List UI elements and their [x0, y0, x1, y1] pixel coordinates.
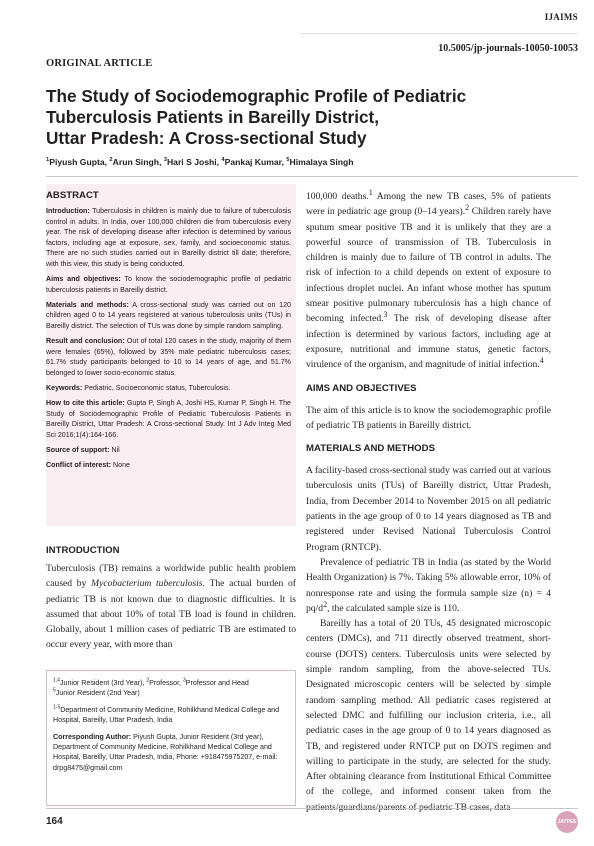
title-line: Tuberculosis Patients in Bareilly District,	[46, 107, 380, 127]
body-text: The risk of developing disease after infection is determined by various factors, including age at exposure, nutritional and immune status, genetic factors, virulence of the organism, and magnitude of initial infection.	[306, 313, 551, 371]
author-name: Himalaya Singh	[289, 157, 354, 167]
page-number: 164	[46, 816, 63, 827]
header-divider	[300, 33, 578, 34]
abstract-text: Tuberculosis in children is mainly due to failure of tuberculosis control in adults. In India, over 100,000 children die from tuberculosis every year. The risk of developing disease after infection is determined by various factors, including age at exposure, sex, family, and socioeconomic status. There are no such studies carried out in Bareilly district till date; therefore, with this view, this study is being conducted.	[46, 207, 292, 268]
abstract-text: Out of total 120 cases in the study, majority of them were females (65%), followed by 35% male pediatric tuberculosis cases; 61.7% study participants belonged to 10 to 14 years of age, and 51.7% belonged to lower socio-economic status.	[46, 337, 291, 377]
abstract-paragraph	[46, 398, 291, 440]
introduction-body	[46, 561, 296, 653]
author-sup: 4	[221, 157, 225, 164]
aims-paragraph: The aim of this article is to know the sociodemographic profile of pediatric TB patients in Bareilly district.	[306, 404, 551, 431]
abstract-paragraph	[46, 460, 291, 471]
affil-sup: 1-5	[53, 704, 61, 711]
abstract-box	[46, 184, 296, 526]
introduction-paragraph	[46, 561, 296, 653]
abstract-text: None	[113, 460, 130, 469]
abstract-label: Introduction:	[46, 207, 90, 215]
journal-name: IJAIMS	[544, 12, 578, 22]
abstract-content	[46, 190, 291, 475]
affil-sup: 1,4	[53, 677, 60, 684]
affiliation-department	[53, 705, 289, 726]
methods-heading: MATERIALS AND METHODS	[306, 443, 435, 455]
article-type: ORIGINAL ARTICLE	[46, 58, 153, 69]
publisher-logo	[556, 811, 578, 833]
affil-role: Junior Resident (2nd Year)	[55, 689, 140, 698]
abstract-text: To know the sociodemographic profile of pediatric tuberculosis patients in Bareilly district.	[46, 275, 291, 294]
abstract-text: Gupta P, Singh A, Joshi HS, Kumar P, Singh H. The Study of Sociodemographic Profile of Pediatric Tuberculosis Patients in Bareilly District, Uttar Pradesh: A Cross-sectional Study. Int J Adv Integ Med Sci 2016;1(4):164-166.	[46, 399, 291, 439]
affil-sup: 5	[53, 688, 56, 695]
abstract-paragraph	[46, 300, 291, 332]
abstract-text: Nil	[111, 445, 120, 454]
abstract-paragraph	[46, 206, 291, 270]
species-name: Mycobacterium tuberculosis	[91, 578, 203, 590]
body-text: Tuberculosis (TB) remains a worldwide public health problem caused by	[46, 563, 296, 590]
author-name: Hari S Joshi	[166, 157, 217, 167]
body-text: 100,000 deaths.	[306, 191, 369, 202]
abstract-label: Materials and methods:	[46, 300, 129, 309]
author-sup: 5	[286, 157, 290, 164]
affil-dept: Department of Community Medicine, Rohilkhand Medical College and Hospital, Bareilly, Uttar Pradesh, India	[53, 705, 280, 725]
formula-sup: 2	[323, 599, 328, 609]
author-name: Pankaj Kumar	[224, 157, 282, 167]
methods-paragraph	[306, 555, 551, 616]
author-sup: 1	[46, 157, 50, 164]
abstract-label: Aims and objectives:	[46, 275, 121, 284]
title-line: The Study of Sociodemographic Profile of Pediatric	[46, 86, 467, 106]
citation-ref[interactable]: 4	[539, 356, 544, 366]
citation-ref[interactable]: 3	[383, 310, 388, 320]
title-divider	[46, 176, 578, 177]
corresponding-author	[53, 732, 289, 774]
doi[interactable]: 10.5005/jp-journals-10050-10053	[438, 43, 578, 54]
introduction-heading: INTRODUCTION	[46, 545, 120, 556]
abstract-text: A cross-sectional study was carried out on 120 children aged 0 to 14 years registered at various tuberculosis units (TUs) in Bareilly district. The selection of TUs was done by simple random sampling.	[46, 300, 291, 330]
body-text: Among the new TB cases, 5% of patients were in pediatric age group (0–14 years).	[306, 191, 551, 218]
right-column	[306, 189, 551, 815]
title-line: Uttar Pradesh: A Cross-sectional Study	[46, 128, 367, 148]
citation-ref[interactable]: 1	[368, 187, 373, 197]
author-sup: 3	[163, 157, 167, 164]
affil-role: Junior Resident (3rd Year),	[59, 679, 147, 687]
body-text: , the calculated sample size is 110.	[327, 602, 460, 614]
abstract-label: How to cite this article:	[46, 399, 125, 407]
author-list: $^1$Piyush Gupta, $^2$Arun Singh, $^3$Hari S Joshi, $^4$Pankaj Kumar, $^5$Himalaya Singh	[46, 157, 354, 167]
body-text: Prevalence of pediatric TB in India (as stated by the World Health Organization) is 7%. Taking 5% allowable error, 10% of nonresponse rate and using the formula sample size (n) = 4 pq/d	[306, 556, 551, 614]
citation-ref[interactable]: 2	[465, 203, 470, 213]
corr-text[interactable]: Piyush Gupta, Junior Resident (3rd year), Department of Community Medicine, Rohilkhand Medical College and Hospital, Bareilly, Uttar Pradesh, India, Phone: +918475975207, e-mail: drpg8475@gmail.com	[53, 732, 278, 772]
abstract-text: Pediatric, Socioeconomic status, Tuberculosis.	[84, 383, 231, 392]
body-text: Children rarely have sputum smear positive TB and it is unlikely that they are a powerful source of transmission of TB. Tuberculosis in children is mainly due to failure of TB control in adults. The risk of infection to a child depends on extent of exposure to infectious droplet nuclei. An infant whose mother has sputum smear positive pulmonary tuberculosis has a high chance of becoming infected.	[306, 206, 551, 325]
affiliation-roles	[53, 678, 289, 699]
abstract-label: Source of support:	[46, 445, 110, 454]
abstract-label: Keywords:	[46, 383, 83, 392]
author-sup: 2	[109, 157, 113, 164]
author-name: Piyush Gupta	[49, 157, 105, 167]
affiliation-content	[53, 678, 289, 779]
methods-paragraph: A facility-based cross-sectional study was carried out at various tuberculosis units (TUs) of Bareilly district, Uttar Pradesh, India, from December 2014 to November 2015 on all pediatric patients in the age group of 0 to 14 years diagnosed as TB and registered under Revised National Tuberculosis Control Program (RNTCP).	[306, 465, 551, 553]
affil-sup: 2	[146, 677, 150, 684]
abstract-label: Result and conclusion:	[46, 337, 125, 346]
abstract-paragraph	[46, 274, 291, 295]
affil-sup: 3	[183, 677, 186, 684]
affiliation-box	[46, 670, 296, 806]
methods-paragraph: Bareilly has a total of 20 TUs, 45 designated microscopic centers (DMCs), and 711 directly observed treatment, short-course (DOTS) centers. Tuberculosis units were selected by simple random sampling, from the above-selected TUs. Designated microscopic centers will be selected by simple random sampling method. All pediatric cases registered at selected DMC and fulfilling our inclusion criteria, i.e., all pediatric cases in the age group of 0 to 14 years diagnosed as TB, and registered under RNTCP put on DOTS regimen and willing to participate in the study, are selected for the study. After obtaining clearance from Institutional Ethical Committee of the college, and informed consent taken from the	[306, 618, 551, 798]
introduction-continued	[306, 189, 551, 373]
aims-heading: AIMS AND OBJECTIVES	[306, 382, 417, 394]
body-text: . The actual burden of pediatric TB is not known due to diagnostic difficulties. It is assumed that about 10% of total TB load is found in children. Globally, about 1 million cases of pediatric TB are estimated to occur every year, with more than	[46, 578, 296, 651]
affil-role: Professor and Head	[185, 679, 249, 687]
abstract-heading: ABSTRACT	[46, 190, 99, 201]
abstract-paragraph	[46, 445, 291, 456]
author-name: Arun Singh	[112, 157, 159, 167]
abstract-label: Conflict of interest:	[46, 460, 112, 469]
logo-text: JAYPEE	[557, 819, 577, 825]
corr-label: Corresponding Author:	[53, 732, 132, 741]
footer-divider	[46, 808, 578, 809]
affil-role: Professor,	[149, 679, 183, 687]
abstract-paragraph	[46, 336, 291, 378]
article-title	[46, 86, 546, 149]
abstract-paragraph	[46, 383, 291, 394]
